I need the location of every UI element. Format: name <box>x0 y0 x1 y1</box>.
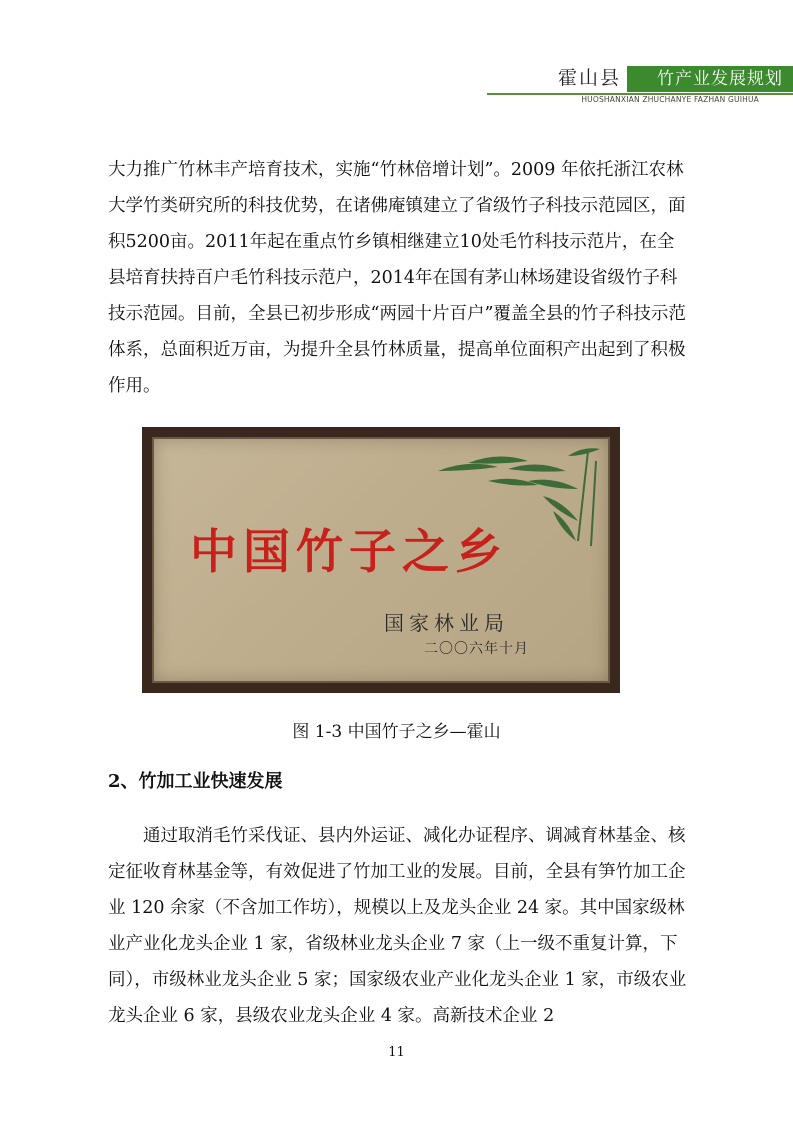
section-heading: 2、竹加工业快速发展 <box>108 771 283 792</box>
page-number: 11 <box>388 1045 405 1060</box>
header-county: 霍山县 <box>557 67 621 89</box>
body-paragraph: 大力推广竹林丰产培育技术，实施“竹林倍增计划”。2009 年依托浙江农林大学竹类研究所的科技优势，在诸佛庵镇建立了省级竹子科技示范园区，面积5200亩。2011年起在重点竹乡镇相继建立10处毛竹科技示范片，在全县培育扶持百户毛竹科技示范户，2014年在国有茅山林场建设省级竹子科技示范园。目前，全县已初步形成“两园十片百户”覆盖全县的竹子科技示范体系，总面积近万亩，为提升全县竹林质量，提高单位面积产出起到了积极作用。 <box>108 160 686 396</box>
figure-caption: 图 1-3 中国竹子之乡—霍山 <box>292 722 501 742</box>
header-title: 竹产业发展规划 <box>657 69 783 89</box>
plaque-face <box>152 437 610 683</box>
header-pinyin: HUOSHANXIAN ZHUCHANYE FAZHAN GUIHUA <box>581 95 759 104</box>
plaque-date: 二〇〇六年十月 <box>424 641 529 657</box>
plaque-title: 中国竹子之乡 <box>190 525 508 580</box>
body-paragraph: 通过取消毛竹采伐证、县内外运证、减化办证程序、调减育林基金、核定征收育林基金等，有效促进了竹加工业的发展。目前，全县有笋竹加工企业 120 余家（不含加工作坊），规模以上及龙头企业 24 家。其中国家级林业产业化龙头企业 1 家，省级林业龙头企业 7 家（上一级不重复计算，下同），市级林业龙头企业 5 家；国家级农业产业化龙头企业 1 家，市级农业龙头企业 6 家，县级农业龙头企业 4 家。高新技术企业 2 <box>108 826 687 1026</box>
plaque-photo <box>142 427 620 693</box>
page-header <box>473 66 793 110</box>
plaque-issuer: 国家林业局 <box>384 611 509 635</box>
